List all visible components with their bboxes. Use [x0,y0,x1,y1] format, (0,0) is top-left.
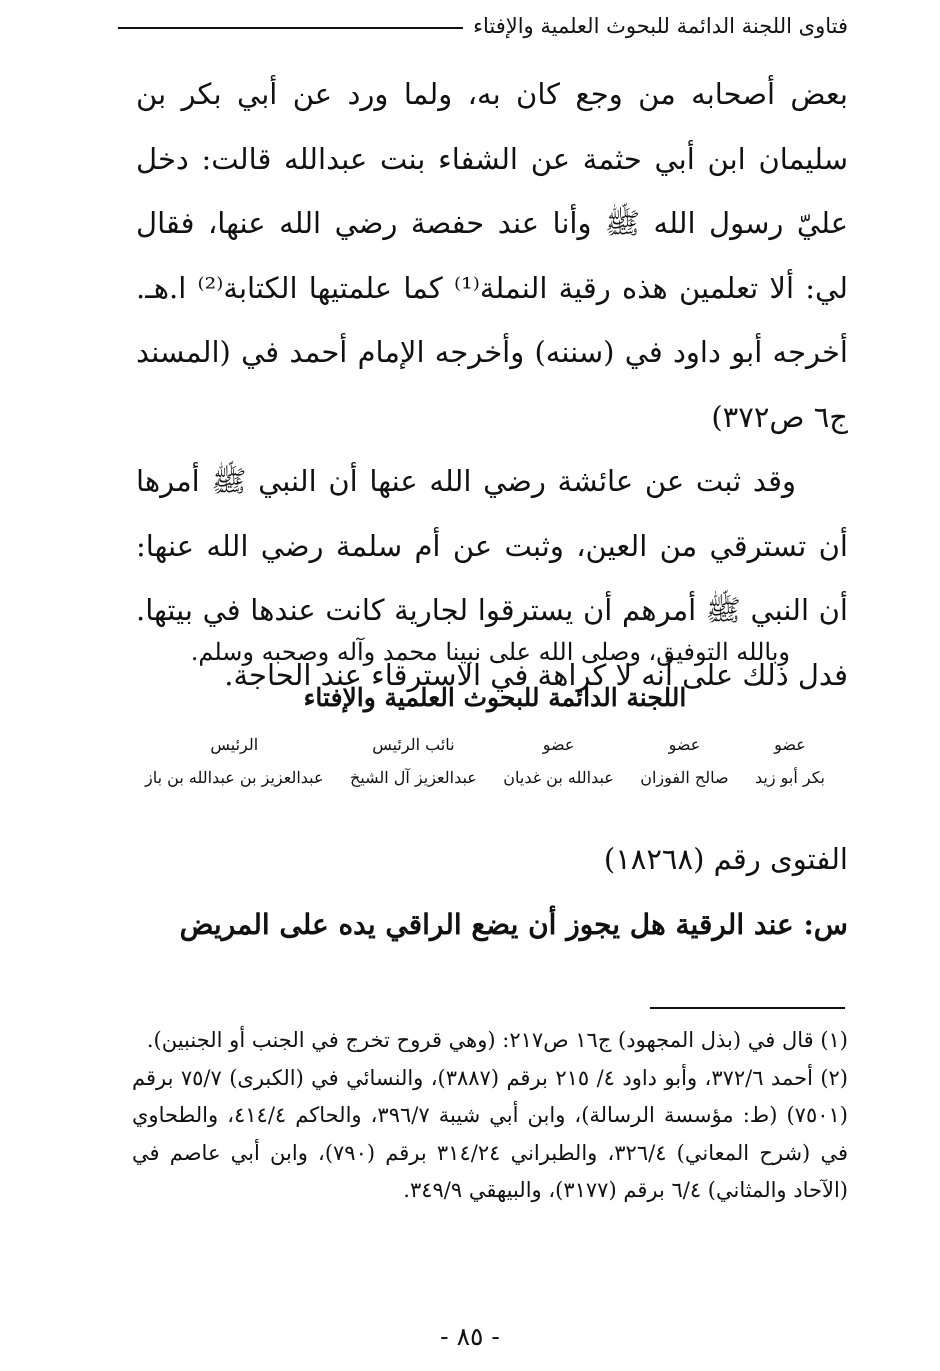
signatory-president [145,730,324,787]
closing-formula: وبالله التوفيق، وصلى الله على نبينا محمد وآله وصحبه وسلم. [190,638,790,666]
signatory-name: عبدالعزيز بن عبدالله بن باز [145,768,324,787]
signatory-vice-president [350,730,477,787]
paragraph-1: بعض أصحابه من وجع كان به، ولما ورد عن أبي بكر بن سليمان ابن أبي حثمة عن الشفاء بنت عبدالله قالت: دخل عليّ رسول الله ﷺ وأنا عند حفصة رضي الله عنها، فقال لي: ألا تعلمين هذه رقية النملة⁽¹⁾ كما علمتيها الكتابة⁽²⁾ ا.هـ. أخرجه أبو داود في (سننه) وأخرجه الإمام أحمد في (المسند ج٦ ص٣٧٢) [136,77,849,434]
committee-title: اللجنة الدائمة للبحوث العلمية والإفتاء [303,683,687,712]
signatory-member-1 [755,730,825,787]
signatories [145,730,825,787]
fatwa-number: الفتوى رقم (١٨٢٦٨) [603,842,848,876]
signatory-name: بكر أبو زيد [754,768,825,787]
signatory-role: عضو [668,735,701,754]
signatory-name: عبدالله بن غديان [503,768,614,787]
body-text [136,62,848,707]
signatory-role: عضو [542,735,575,754]
signatory-name: عبدالعزيز آل الشيخ [349,768,477,787]
running-header [118,14,848,38]
paragraph-2: وقد ثبت عن عائشة رضي الله عنها أن النبي ﷺ أمرها أن تسترقي من العين، وثبت عن أم سلمة رضي الله عنها: أن النبي ﷺ أمرهم أن يسترقوا لجارية كانت عندها في بيتها. فدل ذلك على أنه لا كراهة في الاسترقاء عند الحاجة. [136,464,848,692]
running-title: فتاوى اللجنة الدائمة للبحوث العلمية والإفتاء [473,14,848,38]
signatory-member-3 [503,730,614,787]
footnotes [132,1022,848,1210]
header-rule [118,27,463,29]
signatory-role: نائب الرئيس [372,735,455,754]
signatory-name: صالح الفوزان [640,768,729,787]
footnote-2: (٢) أحمد ٣٧٢/٦، وأبو داود ٤/ ٢١٥ برقم (٣٨٨٧)، والنسائي في (الكبرى) ٧٥/٧ برقم (٧٥٠١) (ط: مؤسسة الرسالة)، وابن أبي شيبة ٣٩٦/٧، والحاكم ٤١٤/٤، والطحاوي في (شرح المعاني) ٣٢٦/٤، والطبراني ٣١٤/٢٤ برقم (٧٩٠)، وابن أبي عاصم في (الآحاد والمثاني) ٦/٤ برقم (٣١٧٧)، والبيهقي ٣٤٩/٩. [132,1065,848,1202]
signatory-role: عضو [774,735,806,754]
footnote-1: (١) قال في (بذل المجهود) ج١٦ ص٢١٧: (وهي قروح تخرج في الجنب أو الجنبين). [146,1028,848,1052]
signatory-role: الرئيس [210,735,259,754]
question-heading: س: عند الرقية هل يجوز أن يضع الراقي يده على المريض [179,908,848,941]
page-number: - ٨٥ - [440,1322,500,1351]
footnote-separator [650,1007,845,1009]
signatory-member-2 [640,730,728,787]
